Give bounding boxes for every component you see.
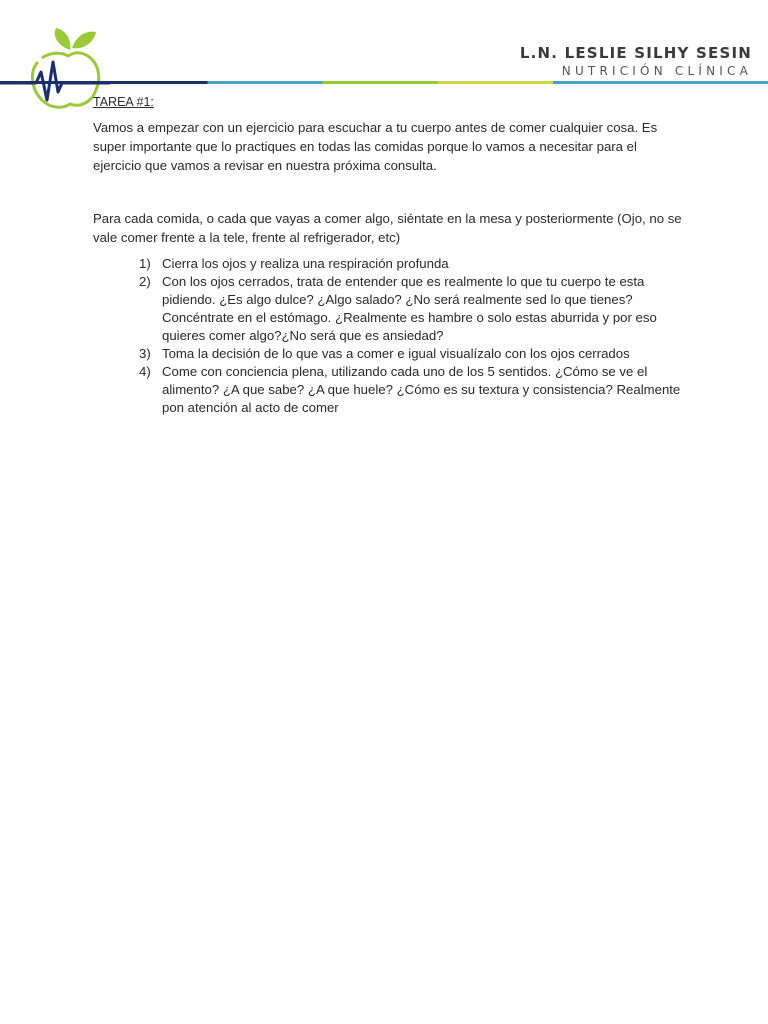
list-item bbox=[93, 363, 683, 417]
instruction-paragraph: Para cada comida, o cada que vayas a comer algo, siéntate en la mesa y posteriormente (Ojo, no se vale comer frente a la tele, frente al refrigerador, etc) bbox=[93, 211, 682, 245]
list-item bbox=[93, 273, 683, 345]
step-number: 1) bbox=[139, 256, 151, 271]
step-text: Cierra los ojos y realiza una respiración profunda bbox=[162, 256, 449, 271]
task-title: TAREA #1: bbox=[93, 95, 154, 109]
brand-subtitle: NUTRICIÓN CLÍNICA bbox=[561, 64, 752, 78]
intro-paragraph: Vamos a empezar con un ejercicio para escuchar a tu cuerpo antes de comer cualquier cosa. Es super importante que lo practiques en todas las comidas porque lo vamos a necesitar para el ejercicio que vamos a revisar en nuestra próxima consulta. bbox=[93, 120, 658, 173]
list-item bbox=[93, 255, 683, 273]
step-text: Con los ojos cerrados, trata de entender que es realmente lo que tu cuerpo te esta pidiendo. ¿Es algo dulce? ¿Algo salado? ¿No será realmente sed lo que tienes? Concéntrate en el estómago. ¿Realmente es hambre o solo estas aburrida y por eso quieres comer algo?¿No será que es ansiedad? bbox=[162, 274, 657, 343]
step-text: Toma la decisión de lo que vas a comer e igual visualízalo con los ojos cerrados bbox=[162, 346, 630, 361]
steps-list bbox=[93, 255, 683, 417]
brand-name: L.N. LESLIE SILHY SESIN bbox=[519, 44, 752, 62]
step-number: 3) bbox=[139, 346, 151, 361]
step-text: Come con conciencia plena, utilizando cada uno de los 5 sentidos. ¿Cómo se ve el alimento? ¿A que sabe? ¿A que huele? ¿Cómo es su textura y consistencia? Realmente pon atención al acto de comer bbox=[162, 364, 681, 415]
task-content bbox=[93, 93, 683, 417]
step-number: 4) bbox=[139, 364, 151, 379]
list-item bbox=[93, 345, 683, 363]
step-number: 2) bbox=[139, 274, 151, 289]
brand-block bbox=[520, 44, 752, 78]
header-divider bbox=[0, 81, 768, 84]
